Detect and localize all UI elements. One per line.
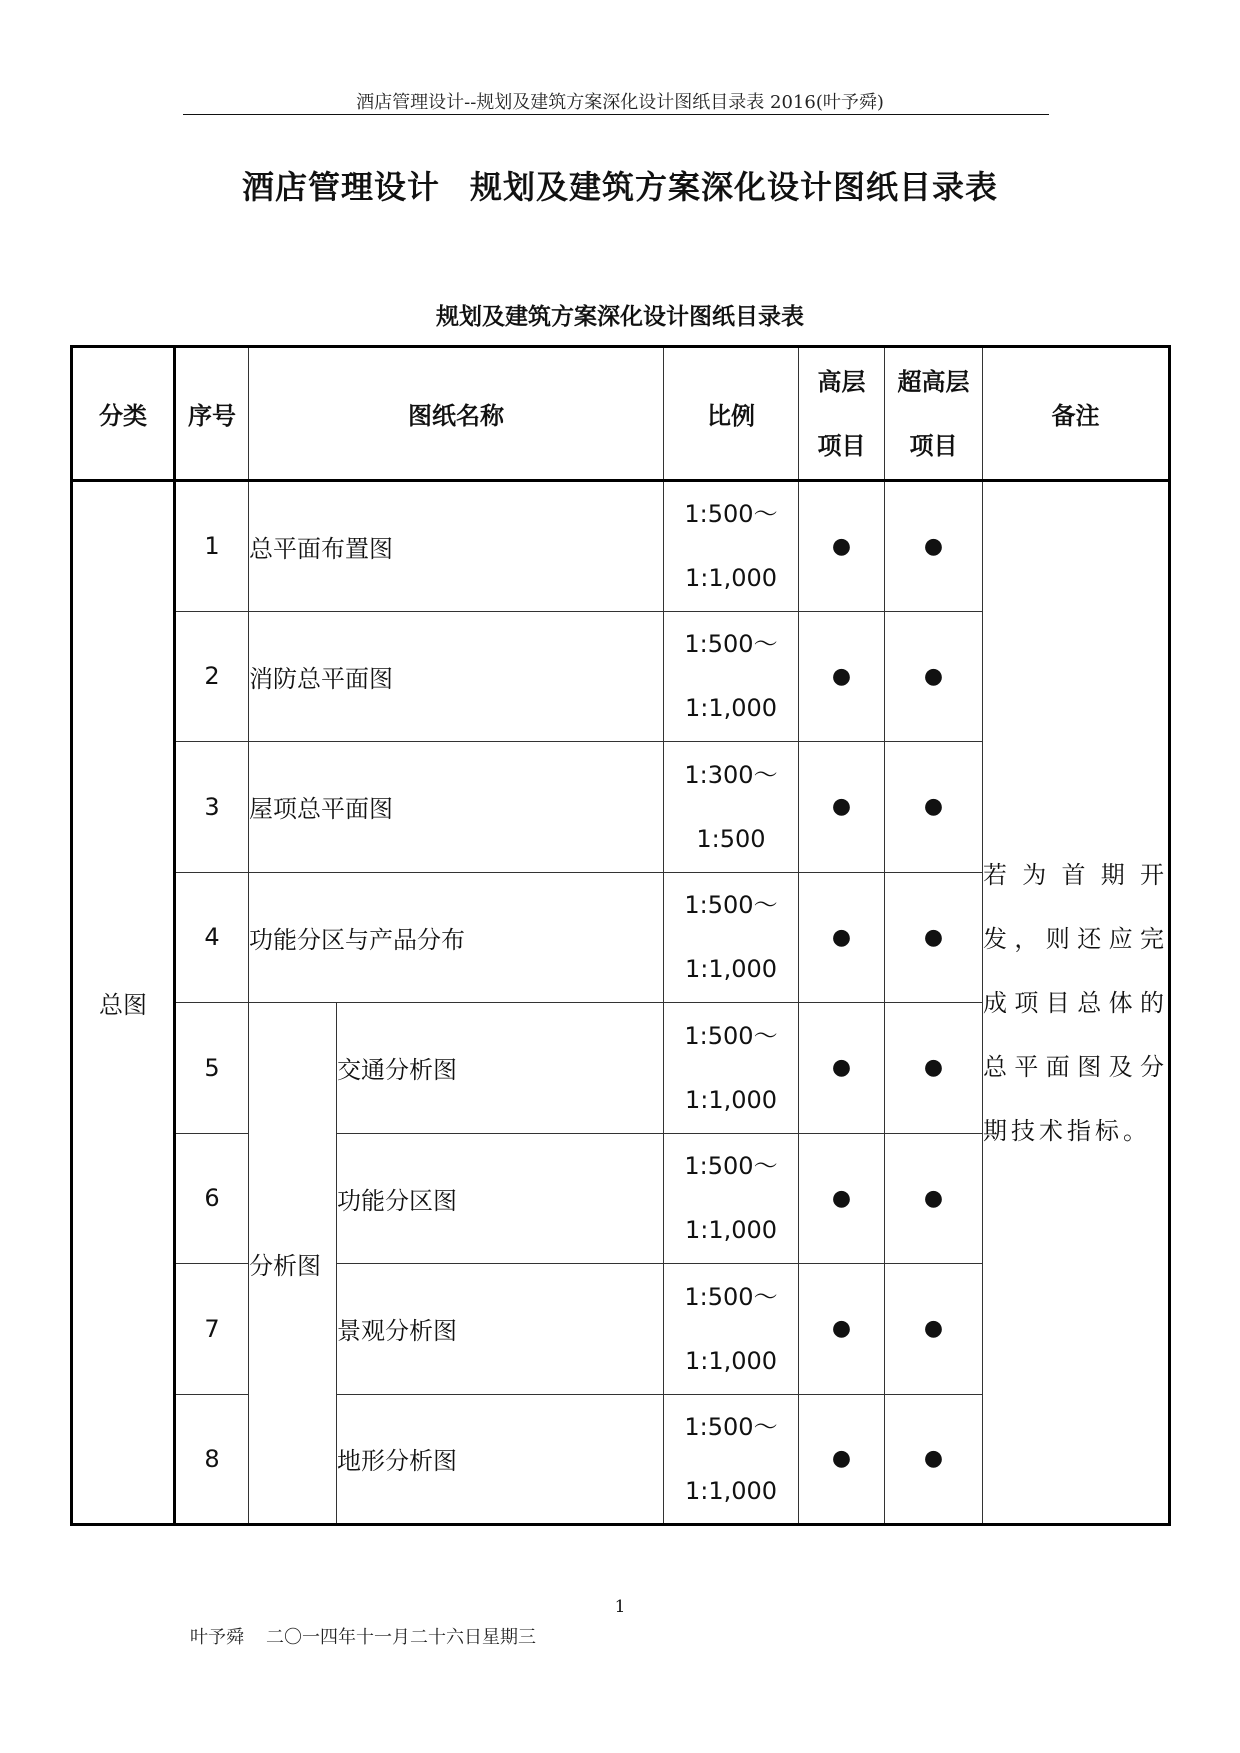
header-remarks: 备注 xyxy=(983,347,1170,481)
high-rise-mark: ● xyxy=(799,1264,885,1395)
super-high-rise-mark: ● xyxy=(885,1003,983,1134)
header-super-high-line2: 项目 xyxy=(909,431,958,460)
scale-from: 1:300～ xyxy=(684,760,778,789)
drawing-name: 交通分析图 xyxy=(337,1003,664,1134)
scale-from: 1:500～ xyxy=(684,1152,778,1181)
subgroup-cell: 分析图 xyxy=(249,1003,337,1525)
high-rise-mark: ● xyxy=(799,1003,885,1134)
high-rise-mark: ● xyxy=(799,742,885,873)
scale-cell xyxy=(664,1264,799,1395)
header-high-rise xyxy=(799,347,885,481)
scale-cell xyxy=(664,1133,799,1264)
row-number: 4 xyxy=(175,872,249,1003)
super-high-rise-mark: ● xyxy=(885,481,983,612)
row-number: 6 xyxy=(175,1133,249,1264)
scale-cell xyxy=(664,481,799,612)
scale-from: 1:500～ xyxy=(684,1412,778,1441)
drawing-name: 屋项总平面图 xyxy=(249,742,664,873)
header-rule xyxy=(183,114,1049,115)
scale-to: 1:500 xyxy=(696,824,766,853)
high-rise-mark: ● xyxy=(799,1133,885,1264)
scale-to: 1:1,000 xyxy=(684,1085,778,1114)
page-number: 1 xyxy=(614,1597,626,1617)
super-high-rise-mark: ● xyxy=(885,1394,983,1525)
header-category: 分类 xyxy=(72,347,175,481)
row-number: 8 xyxy=(175,1394,249,1525)
drawing-name: 景观分析图 xyxy=(337,1264,664,1395)
super-high-rise-mark: ● xyxy=(885,872,983,1003)
scale-from: 1:500～ xyxy=(684,500,778,529)
scale-from: 1:500～ xyxy=(684,891,778,920)
drawing-name: 消防总平面图 xyxy=(249,611,664,742)
scale-to: 1:1,000 xyxy=(684,564,778,593)
remark-cell: 若为首期开发，则还应完成项目总体的总平面图及分期技术指标。 xyxy=(983,481,1170,1525)
header-high-rise-line2: 项目 xyxy=(817,431,866,460)
scale-cell xyxy=(664,1003,799,1134)
running-header: 酒店管理设计--规划及建筑方案深化设计图纸目录表 2016(叶予舜) xyxy=(356,92,884,113)
scale-cell xyxy=(664,742,799,873)
row-number: 1 xyxy=(175,481,249,612)
row-number: 2 xyxy=(175,611,249,742)
drawing-name: 功能分区与产品分布 xyxy=(249,872,664,1003)
page-title-part1: 酒店管理设计 xyxy=(241,168,440,206)
drawing-name: 地形分析图 xyxy=(337,1394,664,1525)
header-number: 序号 xyxy=(175,347,249,481)
header-high-rise-line1: 高层 xyxy=(817,367,866,396)
row-number: 7 xyxy=(175,1264,249,1395)
high-rise-mark: ● xyxy=(799,872,885,1003)
super-high-rise-mark: ● xyxy=(885,1133,983,1264)
page-footer xyxy=(190,1623,536,1649)
scale-cell xyxy=(664,611,799,742)
drawing-name: 总平面布置图 xyxy=(249,481,664,612)
header-drawing-name: 图纸名称 xyxy=(249,347,664,481)
page-title xyxy=(0,162,1240,208)
row-number: 5 xyxy=(175,1003,249,1134)
scale-to: 1:1,000 xyxy=(684,1346,778,1375)
page-title-part2: 规划及建筑方案深化设计图纸目录表 xyxy=(470,168,999,206)
scale-cell xyxy=(664,1394,799,1525)
scale-to: 1:1,000 xyxy=(684,955,778,984)
header-scale: 比例 xyxy=(664,347,799,481)
super-high-rise-mark: ● xyxy=(885,611,983,742)
drawing-name: 功能分区图 xyxy=(337,1133,664,1264)
category-cell: 总图 xyxy=(72,481,175,1525)
super-high-rise-mark: ● xyxy=(885,742,983,873)
drawing-catalog-table xyxy=(70,345,1171,1526)
row-number: 3 xyxy=(175,742,249,873)
table-caption: 规划及建筑方案深化设计图纸目录表 xyxy=(436,304,804,330)
header-super-high-rise xyxy=(885,347,983,481)
scale-to: 1:1,000 xyxy=(684,1476,778,1505)
footer-date: 二〇一四年十一月二十六日星期三 xyxy=(266,1627,536,1648)
high-rise-mark: ● xyxy=(799,481,885,612)
scale-from: 1:500～ xyxy=(684,1282,778,1311)
scale-cell xyxy=(664,872,799,1003)
scale-from: 1:500～ xyxy=(684,630,778,659)
high-rise-mark: ● xyxy=(799,611,885,742)
super-high-rise-mark: ● xyxy=(885,1264,983,1395)
scale-to: 1:1,000 xyxy=(684,694,778,723)
scale-from: 1:500～ xyxy=(684,1021,778,1050)
scale-to: 1:1,000 xyxy=(684,1216,778,1245)
table-row xyxy=(72,481,1170,612)
footer-author: 叶予舜 xyxy=(190,1627,244,1648)
table-header-row xyxy=(72,347,1170,481)
high-rise-mark: ● xyxy=(799,1394,885,1525)
header-super-high-line1: 超高层 xyxy=(897,367,970,396)
